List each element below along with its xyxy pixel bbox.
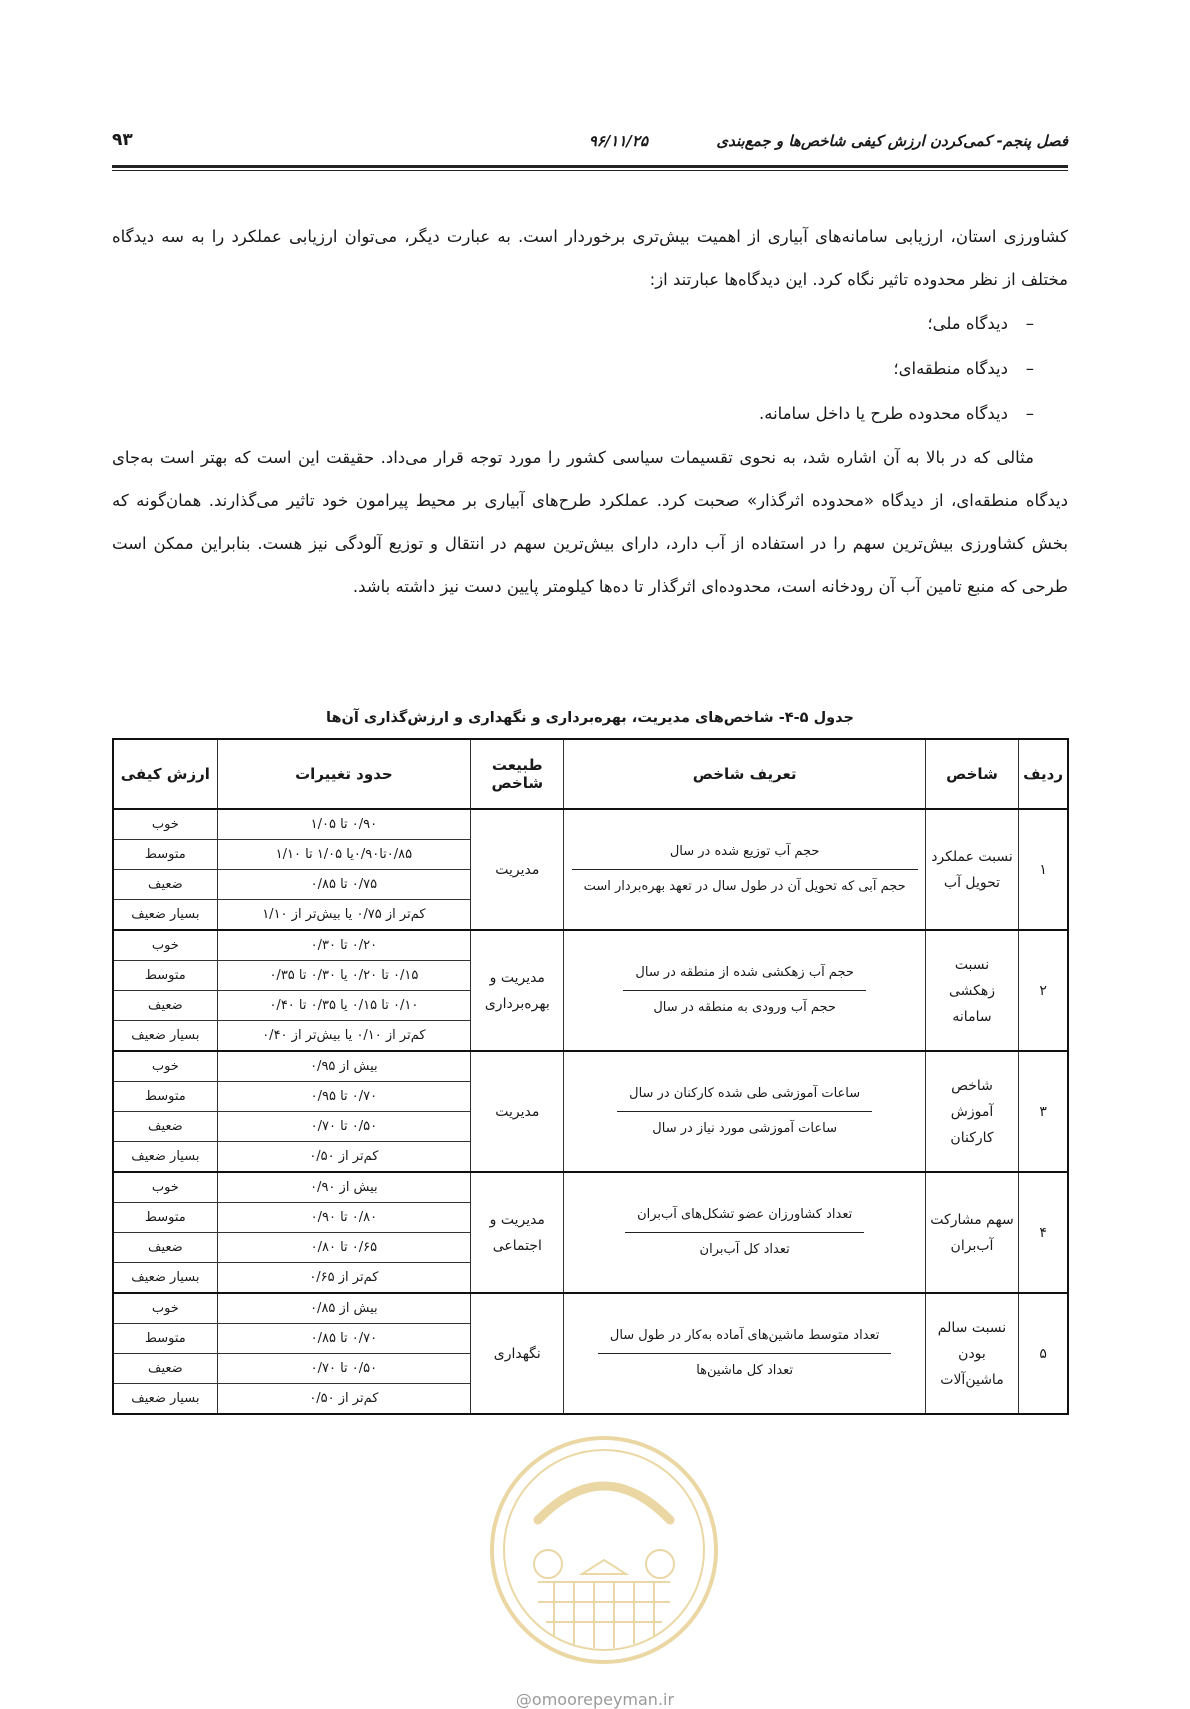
fraction-denominator: تعداد کل ماشین‌ها — [696, 1363, 794, 1378]
definition-fraction — [598, 1323, 892, 1384]
table-row — [113, 1172, 1068, 1203]
header-index: شاخص — [925, 739, 1018, 809]
seal-grid — [534, 1550, 674, 1648]
nature-cell: مدیریت — [471, 1051, 564, 1172]
index-name-cell: نسبت زهکشی سامانه — [925, 930, 1018, 1051]
row-number-cell: ۳ — [1019, 1051, 1068, 1172]
indicator-table — [112, 738, 1069, 1415]
table-body — [113, 809, 1068, 1414]
table-row — [113, 1293, 1068, 1324]
range-cell: ۰/۵۰ تا ۰/۷۰ — [217, 1354, 470, 1384]
fraction-numerator: تعداد کشاورزان عضو تشکل‌های آب‌بران — [625, 1202, 864, 1233]
nature-cell: نگهداری — [471, 1293, 564, 1414]
list-item — [112, 301, 1034, 346]
table-header-row — [113, 739, 1068, 809]
quality-cell: خوب — [113, 1172, 217, 1203]
range-cell: ۰/۷۰ تا ۰/۹۵ — [217, 1082, 470, 1112]
quality-cell: بسیار ضعیف — [113, 1021, 217, 1052]
quality-cell: ضعیف — [113, 870, 217, 900]
quality-cell: متوسط — [113, 1082, 217, 1112]
nature-cell: مدیریت و بهره‌برداری — [471, 930, 564, 1051]
list-item-text: دیدگاه محدوده طرح یا داخل سامانه. — [759, 404, 1008, 423]
list-item-text: دیدگاه منطقه‌ای؛ — [893, 359, 1008, 378]
seal-outer-ring — [492, 1438, 716, 1662]
definition-fraction — [625, 1202, 864, 1263]
range-cell: ۰/۶۵ تا ۰/۸۰ — [217, 1233, 470, 1263]
header-date: ۹۶/۱۱/۲۵ — [588, 132, 648, 150]
quality-cell: بسیار ضعیف — [113, 1263, 217, 1294]
quality-cell: متوسط — [113, 961, 217, 991]
quality-cell: خوب — [113, 809, 217, 840]
range-cell: کم‌تر از ۰/۱۰ یا بیش‌تر از ۰/۴۰ — [217, 1021, 470, 1052]
quality-cell: خوب — [113, 1293, 217, 1324]
range-cell: کم‌تر از ۰/۵۰ — [217, 1384, 470, 1415]
range-cell: کم‌تر از ۰/۶۵ — [217, 1263, 470, 1294]
quality-cell: بسیار ضعیف — [113, 1384, 217, 1415]
range-cell: کم‌تر از ۰/۷۵ یا بیش‌تر از ۱/۱۰ — [217, 900, 470, 931]
range-cell: ۰/۹۰ تا ۱/۰۵ — [217, 809, 470, 840]
seal-watermark — [486, 1432, 722, 1668]
definition-cell — [564, 930, 925, 1051]
paragraph-2: مثالی که در بالا به آن اشاره شد، به نحوی تقسیمات سیاسی کشور را مورد توجه قرار می‌داد. حقیقت این است که بهتر است به‌جای دیدگاه منطقه‌ای، از دیدگاه «محدوده اثرگذار» صحبت کرد. عملکرد طرح‌های آبیاری بر محیط پیرامون خود تاثیر می‌گذارند. همان‌گونه که بخش کشاورزی بیش‌ترین سهم را در استفاده از آب دارد، دارای بیش‌ترین سهم در انتقال و توزیع آلودگی نیز هست. بنابراین ممکن است طرحی که منبع تامین آب آن رودخانه است، محدوده‌ای اثرگذار تا ده‌ها کیلومتر پایین دست نیز داشته باشد. — [112, 448, 1068, 596]
quality-cell: بسیار ضعیف — [113, 1142, 217, 1173]
table-caption: جدول ۵-۴- شاخص‌های مدیریت، بهره‌برداری و نگهداری و ارزش‌گذاری آن‌ها — [326, 710, 854, 726]
definition-fraction — [572, 839, 918, 900]
paragraph-1: کشاورزی استان، ارزیابی سامانه‌های آبیاری از اهمیت بیش‌تری برخوردار است. به عبارت دیگر، می‌توان ارزیابی عملکرد را به سه دیدگاه مختلف از نظر محدوده تاثیر نگاه کرد. این دیدگاه‌ها عبارتند از: — [112, 227, 1068, 289]
fraction-denominator: حجم آب ورودی به منطقه در سال — [653, 1000, 836, 1015]
fraction-denominator: تعداد کل آب‌بران — [699, 1242, 790, 1257]
quality-cell: ضعیف — [113, 1233, 217, 1263]
header-definition: تعریف شاخص — [564, 739, 925, 809]
fraction-numerator: تعداد متوسط ماشین‌های آماده به‌کار در طول سال — [598, 1323, 892, 1354]
chapter-title: فصل پنجم- کمی‌کردن ارزش کیفی شاخص‌ها و جمع‌بندی — [716, 132, 1068, 150]
index-name-cell: نسبت سالم بودن ماشین‌آلات — [925, 1293, 1018, 1414]
viewpoint-list — [112, 301, 1068, 436]
definition-cell — [564, 1293, 925, 1414]
index-name-cell: شاخص آموزش کارکنان — [925, 1051, 1018, 1172]
page-number: ۹۳ — [112, 130, 133, 150]
header-row-number: ردیف — [1019, 739, 1068, 809]
header-range: حدود تغییرات — [217, 739, 470, 809]
range-cell: ۰/۸۵تا۰/۹۰یا ۱/۰۵ تا ۱/۱۰ — [217, 840, 470, 870]
quality-cell: متوسط — [113, 1203, 217, 1233]
range-cell: ۰/۷۰ تا ۰/۸۵ — [217, 1324, 470, 1354]
row-number-cell: ۴ — [1019, 1172, 1068, 1293]
list-marker: – — [1025, 314, 1034, 333]
range-cell: کم‌تر از ۰/۵۰ — [217, 1142, 470, 1173]
page-header — [112, 128, 1068, 168]
quality-cell: متوسط — [113, 840, 217, 870]
body-text — [112, 215, 1068, 608]
definition-cell — [564, 1051, 925, 1172]
index-name-cell: سهم مشارکت آب‌بران — [925, 1172, 1018, 1293]
table-row — [113, 1051, 1068, 1082]
list-item — [112, 391, 1034, 436]
fraction-denominator: حجم آبی که تحویل آن در طول سال در تعهد بهره‌بردار است — [583, 879, 906, 894]
list-marker: – — [1025, 359, 1034, 378]
range-cell: بیش از ۰/۹۵ — [217, 1051, 470, 1082]
header-nature: طبیعت شاخص — [471, 739, 564, 809]
range-cell: ۰/۸۰ تا ۰/۹۰ — [217, 1203, 470, 1233]
header-rule — [112, 165, 1068, 168]
range-cell: ۰/۱۰ تا ۰/۱۵ یا ۰/۳۵ تا ۰/۴۰ — [217, 991, 470, 1021]
index-name-cell: نسبت عملکرد تحویل آب — [925, 809, 1018, 930]
table-row — [113, 809, 1068, 840]
quality-cell: متوسط — [113, 1324, 217, 1354]
quality-cell: ضعیف — [113, 1354, 217, 1384]
definition-cell — [564, 809, 925, 930]
watermark-site: @omoorepeyman.ir — [515, 1690, 675, 1709]
fraction-numerator: حجم آب توزیع شده در سال — [572, 839, 918, 870]
range-cell: ۰/۵۰ تا ۰/۷۰ — [217, 1112, 470, 1142]
header-rule-thin — [112, 170, 1068, 171]
row-number-cell: ۱ — [1019, 809, 1068, 930]
list-marker: – — [1025, 404, 1034, 423]
quality-cell: ضعیف — [113, 991, 217, 1021]
range-cell: بیش از ۰/۸۵ — [217, 1293, 470, 1324]
header-quality: ارزش کیفی — [113, 739, 217, 809]
range-cell: ۰/۲۰ تا ۰/۳۰ — [217, 930, 470, 961]
table-row — [113, 930, 1068, 961]
range-cell: ۰/۱۵ تا ۰/۲۰ یا ۰/۳۰ تا ۰/۳۵ — [217, 961, 470, 991]
quality-cell: ضعیف — [113, 1112, 217, 1142]
list-item-text: دیدگاه ملی؛ — [927, 314, 1008, 333]
list-item — [112, 346, 1034, 391]
seal-inner-ring — [504, 1450, 704, 1650]
quality-cell: خوب — [113, 930, 217, 961]
seal-calligraphy — [538, 1486, 670, 1520]
row-number-cell: ۵ — [1019, 1293, 1068, 1414]
definition-fraction — [617, 1081, 872, 1142]
fraction-numerator: ساعات آموزشی طی شده کارکنان در سال — [617, 1081, 872, 1112]
definition-cell — [564, 1172, 925, 1293]
nature-cell: مدیریت — [471, 809, 564, 930]
fraction-numerator: حجم آب زهکشی شده از منطقه در سال — [623, 960, 865, 991]
range-cell: ۰/۷۵ تا ۰/۸۵ — [217, 870, 470, 900]
nature-cell: مدیریت و اجتماعی — [471, 1172, 564, 1293]
quality-cell: بسیار ضعیف — [113, 900, 217, 931]
definition-fraction — [623, 960, 865, 1021]
row-number-cell: ۲ — [1019, 930, 1068, 1051]
fraction-denominator: ساعات آموزشی مورد نیاز در سال — [652, 1121, 837, 1136]
range-cell: بیش از ۰/۹۰ — [217, 1172, 470, 1203]
quality-cell: خوب — [113, 1051, 217, 1082]
